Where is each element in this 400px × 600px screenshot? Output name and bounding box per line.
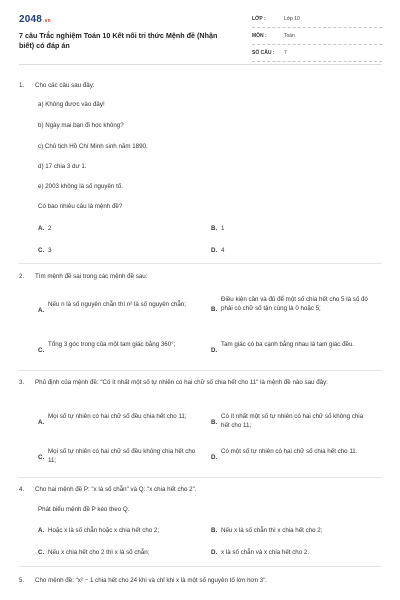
meta-row-class <box>252 14 382 28</box>
question-text: Phủ định của mệnh đề: "Có ít nhất một số tự nhiên có hai chữ số chia hết cho 11" là mệnh đề nào sau đây: <box>35 379 328 386</box>
option-text: Có ít nhất một số tự nhiên có hai chữ số không chia hết cho 11; <box>221 413 364 429</box>
question-text: Cho hai mệnh đề P: "x là số chẵn" và Q: "x chia hết cho 2". <box>35 486 197 493</box>
meta-label: SỐ CÂU : <box>252 50 275 56</box>
statement-line: e) 2003 không là số nguyên tố. <box>38 183 123 190</box>
question-divider <box>19 263 382 264</box>
option-letter: C. <box>38 347 45 354</box>
option-text: Nếu n là số nguyên chẵn thì n² là số nguyên chẵn; <box>48 301 186 308</box>
meta-label: MÔN : <box>252 33 267 39</box>
option-text: Mọi số tự nhiên có hai chữ số đều chia hết cho 11; <box>48 413 187 420</box>
option-text: Nếu x chia hết cho 2 thì x là số chẵn; <box>48 549 150 556</box>
option-text: 2 <box>48 225 52 232</box>
meta-value: 7 <box>284 50 287 56</box>
option-text: 1 <box>221 225 225 232</box>
option-letter: A. <box>38 419 45 426</box>
statement-line: c) Chủ tịch Hồ Chí Minh sinh năm 1890. <box>38 143 148 150</box>
option-text: Có một số tự nhiên có hai chữ số chia hết cho 11. <box>221 448 358 455</box>
page-title: 7 câu Trắc nghiệm Toán 10 Kết nối tri thức Mệnh đề (Nhận biết) có đáp án <box>19 31 218 50</box>
statement-line: a) Không được vào đây! <box>38 101 105 108</box>
logo-text: 2048 <box>19 14 43 25</box>
option-letter: D. <box>211 247 218 254</box>
question-text: Cho mệnh đề: "x² − 1 chia hết cho 24 khi và chỉ khi x là một số nguyên tố lớn hơn 3". <box>35 577 268 584</box>
question-prompt: Phát biểu mệnh đề P kéo theo Q. <box>38 506 130 513</box>
header-divider <box>19 64 382 65</box>
option-text: Hoặc x là số chẵn hoặc x chia hết cho 2; <box>48 527 160 534</box>
question-number: 1. <box>19 82 25 89</box>
statement-line: b) Ngày mai bạn đi học không? <box>38 122 124 129</box>
option-text: x là số chẵn và x chia hết cho 2. <box>221 549 310 556</box>
question-divider <box>19 370 382 371</box>
meta-label: LỚP : <box>252 16 266 22</box>
question-text: Tìm mệnh đề sai trong các mệnh đề sau: <box>35 273 148 280</box>
option-letter: B. <box>211 527 218 534</box>
statement-line: d) 17 chia 3 dư 1. <box>38 163 87 170</box>
question-number: 4. <box>19 486 25 493</box>
option-letter: D. <box>211 549 218 556</box>
option-letter: B. <box>211 225 218 232</box>
option-text: Mọi số tự nhiên có hai chữ số đều không chia hết cho 11; <box>48 448 196 464</box>
option-text: Điều kiện cần và đủ để một số chia hết cho 5 là số đó phải có chữ số tận cùng là 0 hoặc 5; <box>221 296 368 312</box>
question-prompt: Có bao nhiêu câu là mệnh đề? <box>38 203 123 210</box>
option-letter: D. <box>211 347 218 354</box>
option-text: 4 <box>221 247 225 254</box>
meta-value: Toán <box>284 33 295 39</box>
site-logo[interactable] <box>19 14 51 25</box>
option-letter: A. <box>38 527 45 534</box>
option-letter: B. <box>211 419 218 426</box>
meta-row-count <box>252 48 382 62</box>
question-number: 5. <box>19 577 25 584</box>
question-number: 2. <box>19 273 25 280</box>
option-letter: A. <box>38 225 45 232</box>
option-letter: B. <box>211 306 218 313</box>
question-divider <box>19 566 382 567</box>
option-text: Tam giác có ba cạnh bằng nhau là tam giác đều. <box>221 341 355 348</box>
question-text: Cho các câu sau đây: <box>35 82 95 89</box>
logo-suffix: .vn <box>43 18 51 24</box>
question-number: 3. <box>19 379 25 386</box>
option-letter: A. <box>38 307 45 314</box>
question-divider <box>19 477 382 478</box>
option-text: Tổng 3 góc trong của một tam giác bằng 360°; <box>48 341 176 348</box>
option-text: 3 <box>48 247 52 254</box>
option-letter: D. <box>211 454 218 461</box>
option-letter: C. <box>38 247 45 254</box>
option-text: Nếu x là số chẵn thì x chia hết cho 2; <box>221 527 323 534</box>
meta-row-subject <box>252 31 382 45</box>
option-letter: C. <box>38 454 45 461</box>
meta-value: Lớp 10 <box>284 16 300 22</box>
meta-panel <box>252 14 382 65</box>
option-letter: C. <box>38 549 45 556</box>
